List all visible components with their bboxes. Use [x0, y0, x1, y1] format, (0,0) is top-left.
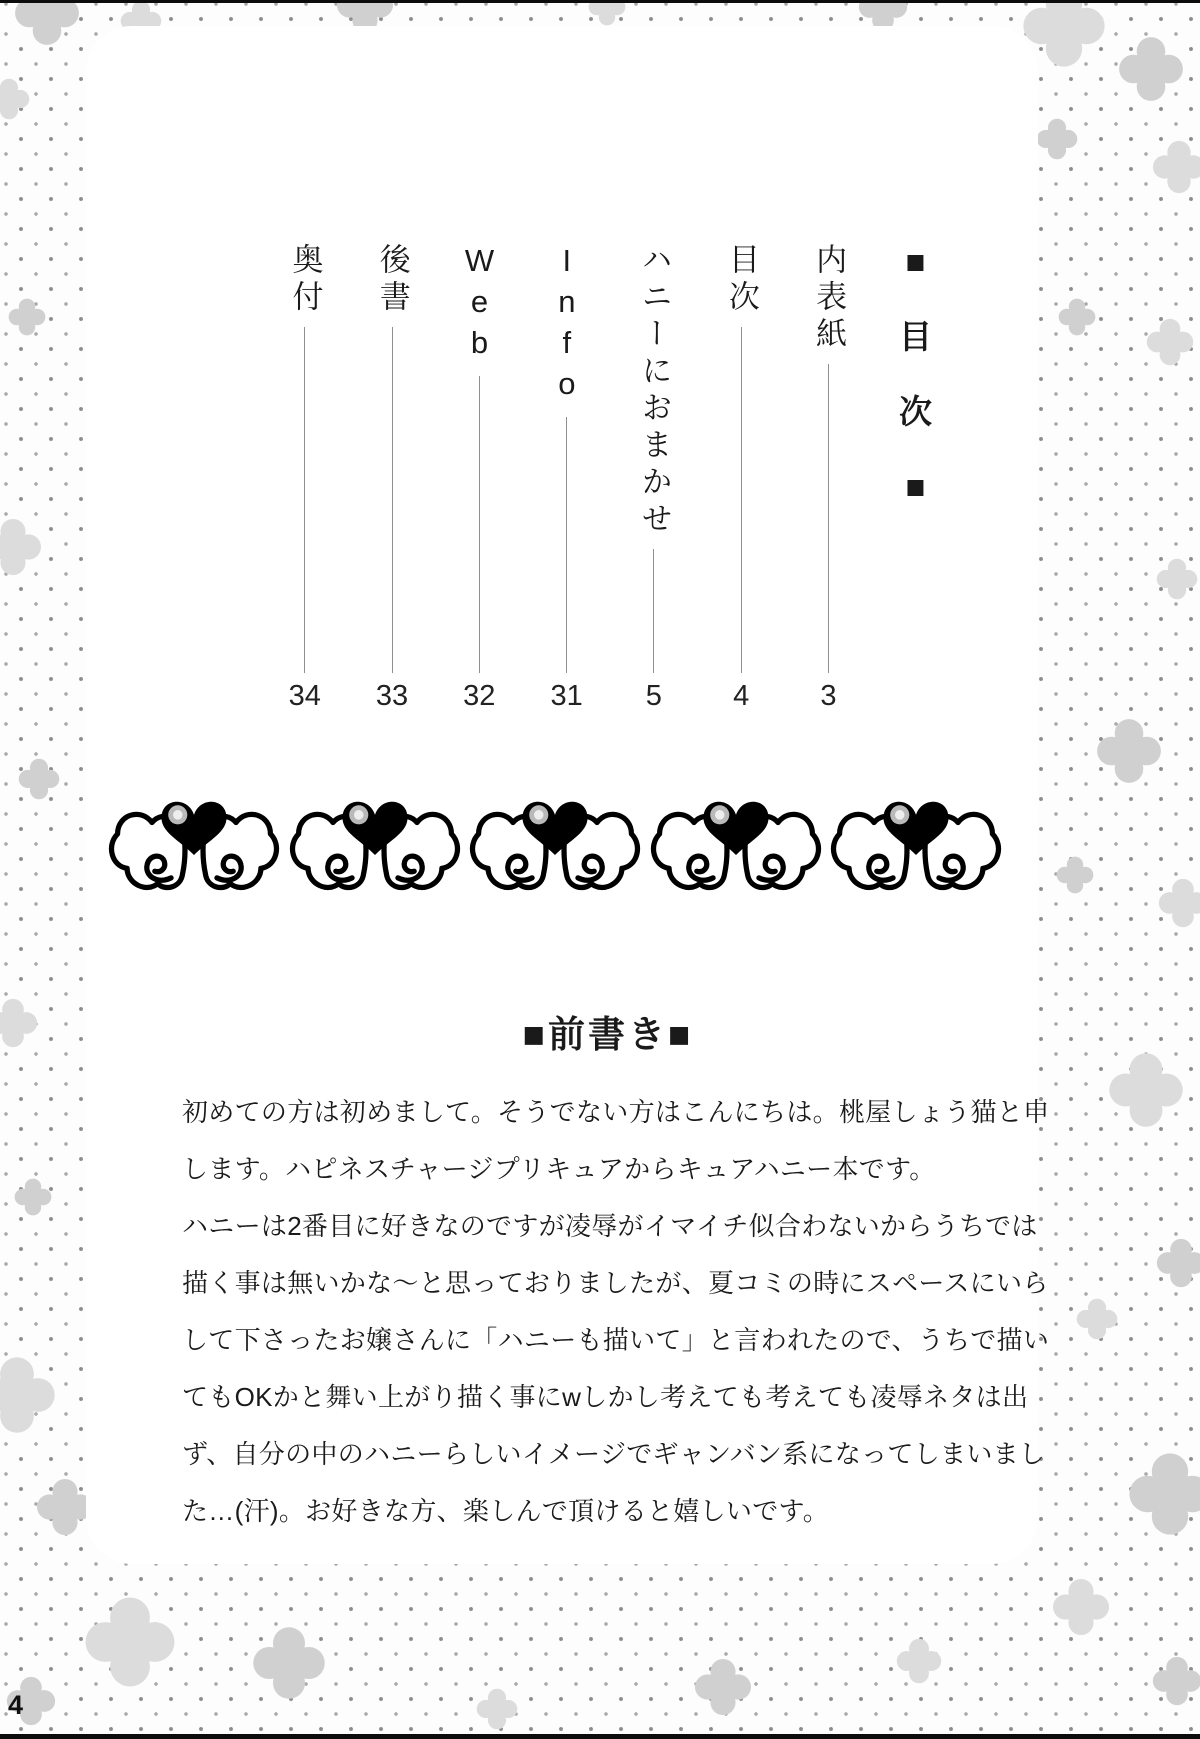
toc-page-number: 5	[645, 680, 662, 712]
toc-entry-label: 内表紙	[811, 243, 847, 354]
toc-entry-inner-cover	[812, 243, 845, 711]
clover-icon	[14, 1178, 52, 1216]
toc-entry-label: Web	[462, 243, 498, 366]
foreword-text-line: た…(汗)。お好きな方、楽しんで頂けると嬉しいです。	[182, 1496, 830, 1526]
clover-icon	[1076, 1298, 1118, 1340]
foreword-text-line: てもOKかと舞い上がり描く事にwしかし考えても考えても凌辱ネタは出	[182, 1382, 1029, 1412]
clover-icon	[588, 0, 626, 26]
corner-page-number: 4	[8, 1690, 24, 1720]
clover-icon	[1146, 318, 1194, 366]
toc-entry-colophon	[288, 243, 321, 711]
clover-icon	[1052, 1578, 1110, 1636]
clover-icon	[694, 1658, 752, 1716]
toc-leader-line	[741, 327, 742, 673]
toc-page-number: 3	[820, 680, 837, 712]
clover-icon	[1056, 856, 1094, 894]
clover-icon	[1118, 36, 1184, 102]
toc-entry-info	[550, 243, 583, 711]
clover-icon	[1058, 298, 1096, 336]
toc-title	[899, 245, 932, 711]
clover-icon	[896, 1638, 942, 1684]
table-of-contents	[288, 243, 932, 711]
clover-icon	[1152, 140, 1200, 194]
foreword-text-line: ず、自分の中のハニーらしいイメージでギャンバン系になってしまいまし	[182, 1439, 1046, 1469]
foreword-text-line: 初めての方は初めまして。そうでない方はこんにちは。桃屋しょう猫と申	[182, 1097, 1050, 1127]
foreword-text-line: ハニーは2番目に好きなのですが凌辱がイマイチ似合わないからうちでは	[182, 1211, 1038, 1241]
scan-edge-top	[0, 0, 1200, 3]
clover-icon	[1096, 718, 1162, 784]
clover-icon	[1156, 558, 1198, 600]
clover-icon	[1108, 1052, 1184, 1128]
toc-entry-afterword	[375, 243, 408, 711]
toc-entry-label: 奥付	[287, 243, 323, 317]
toc-page-number: 31	[550, 680, 583, 712]
toc-leader-line	[304, 327, 305, 673]
scan-edge-bottom	[0, 1734, 1200, 1739]
toc-title-char: 目	[898, 318, 932, 355]
toc-entry-contents	[724, 243, 757, 711]
clover-icon	[14, 0, 80, 46]
heart-with-wings-icon	[289, 786, 461, 901]
clover-icon	[0, 518, 42, 576]
toc-title-square-bottom: ■	[905, 468, 926, 505]
toc-page-number: 34	[288, 680, 321, 712]
clover-icon	[0, 78, 30, 120]
toc-title-square-top: ■	[905, 243, 926, 280]
clover-icon	[252, 1626, 326, 1700]
toc-entry-main-story	[637, 243, 670, 711]
toc-leader-line	[479, 376, 480, 673]
heart-with-wings-icon	[830, 786, 1002, 901]
toc-leader-line	[566, 417, 567, 673]
toc-entry-label: ハニーにおまかせ	[636, 243, 672, 539]
clover-icon	[476, 1688, 518, 1730]
clover-icon	[1158, 878, 1200, 928]
toc-leader-line	[392, 327, 393, 673]
clover-icon	[0, 1356, 56, 1434]
toc-leader-line	[653, 549, 654, 673]
toc-leader-line	[828, 364, 829, 673]
ornament-row	[108, 786, 1002, 901]
toc-entry-web	[463, 243, 496, 711]
toc-page-number: 33	[375, 680, 409, 712]
clover-icon	[18, 758, 60, 800]
foreword-text-line: 描く事は無いかな〜と思っておりましたが、夏コミの時にスペースにいら	[182, 1268, 1049, 1298]
toc-page-number: 32	[463, 680, 496, 712]
clover-icon	[1156, 1238, 1200, 1288]
heart-with-wings-icon	[469, 786, 641, 901]
clover-icon	[0, 998, 38, 1048]
clover-icon	[84, 1596, 176, 1688]
toc-entry-label: 目次	[723, 243, 759, 317]
heart-with-wings-icon	[650, 786, 822, 901]
clover-icon	[1036, 118, 1078, 160]
foreword-text-line: して下さったお嬢さんに「ハニーも描いて」と言われたので、うちで描い	[182, 1325, 1050, 1355]
clover-icon	[1128, 1452, 1200, 1536]
toc-title-char: 次	[898, 393, 932, 430]
heart-with-wings-icon	[108, 786, 280, 901]
toc-page-number: 4	[733, 680, 750, 712]
foreword-heading: ■前書き■	[522, 1014, 694, 1055]
clover-icon	[1152, 1656, 1200, 1706]
foreword-text-line: します。ハピネスチャージプリキュアからキュアハニー本です。	[182, 1154, 936, 1184]
clover-icon	[8, 298, 46, 336]
foreword-section	[182, 1004, 1050, 1540]
toc-entry-label: Info	[549, 243, 585, 407]
toc-entry-label: 後書	[374, 243, 410, 317]
